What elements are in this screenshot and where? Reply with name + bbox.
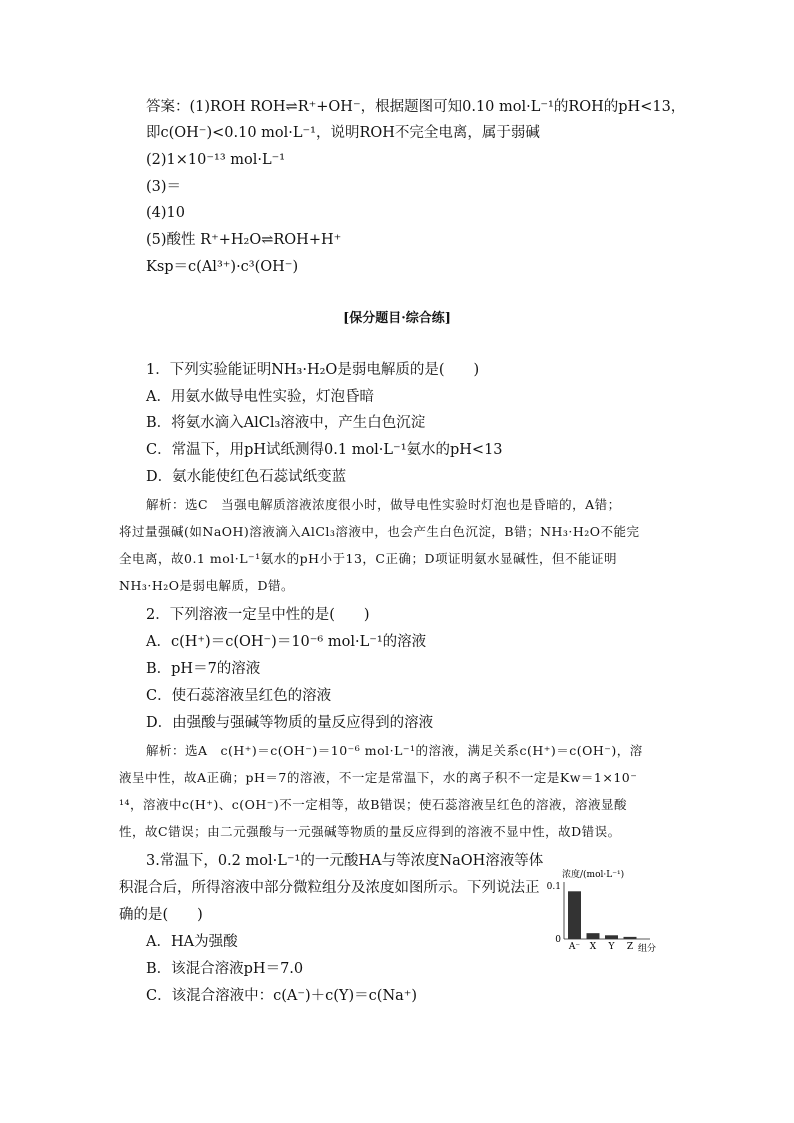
concentration-chart-svg	[532, 866, 666, 956]
chart-x-tick-label: Z	[626, 942, 634, 952]
q1-option-c: C．常温下，用pH试纸测得0.1 mol·L⁻¹氨水的pH<13	[146, 442, 503, 458]
q3-option-c: C．该混合溶液中：c(A⁻)＋c(Y)＝c(Na⁺)	[146, 988, 418, 1004]
chart-bar	[624, 937, 637, 939]
q1-explanation-2: 将过量强碱(如NaOH)溶液滴入AlCl₃溶液中，也会产生白色沉淀，B错；NH₃·H₂O不能完	[119, 524, 640, 539]
chart-y-axis-label: 浓度/(mol·L⁻¹)	[562, 870, 625, 880]
q2-explanation-1: 解析：选A c(H⁺)＝c(OH⁻)＝10⁻⁶ mol·L⁻¹的溶液，满足关系c(H⁺)＝c(OH⁻)，溶	[146, 743, 643, 758]
answer-line-1: 答案：(1)ROH ROH⇌R⁺+OH⁻，根据题图可知0.10 mol·L⁻¹的ROH的pH<13，	[146, 99, 686, 115]
q3-stem-2: 积混合后，所得溶液中部分微粒组分及浓度如图所示。下列说法正	[119, 880, 540, 896]
q1-option-b: B．将氨水滴入AlCl₃溶液中，产生白色沉淀	[146, 415, 426, 431]
q1-option-d: D．氨水能使红色石蕊试纸变蓝	[146, 469, 347, 485]
q1-explanation-4: NH₃·H₂O是弱电解质，D错。	[119, 578, 295, 593]
chart-bar	[568, 891, 581, 939]
q3-option-a: A．HA为强酸	[146, 934, 238, 950]
q2-stem: 2．下列溶液一定呈中性的是( )	[146, 607, 370, 623]
q2-option-b: B．pH＝7的溶液	[146, 661, 261, 677]
q3-stem-1: 3.常温下，0.2 mol·L⁻¹的一元酸HA与等浓度NaOH溶液等体	[146, 853, 544, 869]
answer-line-4: (3)＝	[146, 179, 182, 195]
q1-explanation-3: 全电离，故0.1 mol·L⁻¹氨水的pH小于13，C正确；D项证明氨水显碱性，但不能证明	[119, 551, 618, 566]
q3-option-b: B．该混合溶液pH＝7.0	[146, 961, 304, 977]
q1-option-a: A．用氨水做导电性实验，灯泡昏暗	[146, 389, 374, 405]
answer-line-2: 即c(OH⁻)<0.10 mol·L⁻¹，说明ROH不完全电离，属于弱碱	[146, 125, 540, 141]
q1-explanation-1: 解析：选C 当强电解质溶液浓度很小时，做导电性实验时灯泡也是昏暗的，A错；	[146, 497, 621, 512]
chart-x-axis-label: 组分	[638, 944, 657, 954]
chart-y-tick-label: 0	[555, 935, 561, 945]
q2-explanation-2: 液呈中性，故A正确；pH＝7的溶液，不一定是常温下，水的离子积不一定是Kw＝1×10⁻	[119, 770, 638, 785]
q2-option-a: A．c(H⁺)＝c(OH⁻)＝10⁻⁶ mol·L⁻¹的溶液	[146, 634, 427, 650]
q3-stem-3: 确的是( )	[119, 907, 203, 923]
chart-x-tick-label: A⁻	[568, 942, 581, 952]
q2-explanation-4: 性，故C错误；由二元强酸与一元强碱等物质的量反应得到的溶液不显中性，故D错误。	[119, 824, 621, 839]
chart-bar	[605, 935, 618, 939]
q1-stem: 1．下列实验能证明NH₃·H₂O是弱电解质的是( )	[146, 362, 480, 378]
q2-option-c: C．使石蕊溶液呈红色的溶液	[146, 688, 332, 704]
answer-line-7: Ksp＝c(Al³⁺)·c³(OH⁻)	[146, 259, 299, 275]
chart-y-tick-label: 0.1	[546, 882, 561, 892]
q2-explanation-3: ¹⁴，溶液中c(H⁺)、c(OH⁻)不一定相等，故B错误；使石蕊溶液呈红色的溶液，溶液显酸	[119, 797, 627, 812]
chart-bar	[587, 933, 600, 939]
chart-x-tick-label: X	[589, 942, 597, 952]
answer-line-5: (4)10	[146, 205, 185, 221]
chart-x-tick-label: Y	[608, 942, 615, 952]
section-title: [保分题目·综合练]	[343, 311, 451, 326]
answer-line-6: (5)酸性 R⁺+H₂O⇌ROH+H⁺	[146, 232, 342, 248]
answer-line-3: (2)1×10⁻¹³ mol·L⁻¹	[146, 152, 286, 168]
q2-option-d: D．由强酸与强碱等物质的量反应得到的溶液	[146, 715, 434, 731]
concentration-chart	[532, 866, 666, 956]
